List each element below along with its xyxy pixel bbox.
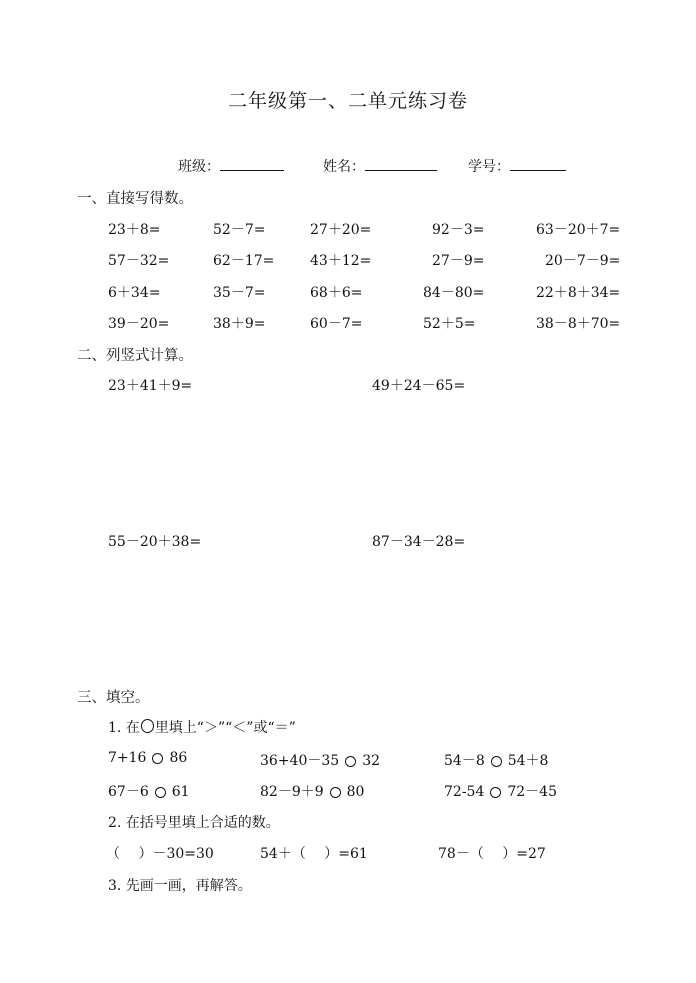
oral-problem: 23＋8=: [108, 222, 161, 238]
id-blank[interactable]: [510, 157, 566, 171]
compare-circle[interactable]: [155, 787, 166, 798]
oral-problem: 27＋20=: [310, 222, 372, 238]
id-label: 学号：: [468, 159, 510, 175]
section2-heading: 二、列竖式计算。: [77, 348, 193, 364]
compare-item: [260, 750, 380, 770]
section1-heading: 一、直接写得数。: [77, 191, 193, 207]
draw-solve-instruction: 3. 先画一画，再解答。: [108, 878, 252, 894]
compare-circle[interactable]: [491, 756, 502, 767]
compare-left: 54－8: [444, 753, 485, 769]
compare-instruction-suffix: 里填上“＞”“＜”或“＝”: [154, 720, 296, 736]
compare-right: 86: [169, 750, 188, 766]
compare-left: 82－9＋9: [260, 784, 324, 800]
compare-right: 80: [346, 784, 365, 800]
page-title: 二年级第一、二单元练习卷: [227, 90, 468, 112]
section3-heading: 三、填空。: [77, 690, 150, 706]
oral-problem: 38－8＋70=: [536, 316, 621, 332]
vertical-problem: 49＋24－65=: [372, 378, 466, 394]
vertical-problem: 23＋41＋9=: [108, 378, 193, 394]
compare-right: 54＋8: [507, 753, 549, 769]
compare-left: 67－6: [108, 784, 149, 800]
oral-problem: 60－7=: [310, 316, 363, 332]
compare-circle[interactable]: [345, 756, 356, 767]
name-field: [323, 156, 437, 176]
oral-problem: 39－20=: [108, 316, 170, 332]
compare-circle[interactable]: [490, 787, 501, 798]
oral-problem: 63－20＋7=: [536, 222, 621, 238]
oral-problem: 27－9=: [432, 253, 485, 269]
compare-left: 36+40－35: [260, 753, 340, 769]
bracket-problem[interactable]: 78－（ ）=27: [438, 846, 546, 862]
oral-problem: 52－7=: [213, 222, 266, 238]
class-blank[interactable]: [220, 157, 284, 171]
oral-problem: 35－7=: [213, 285, 266, 301]
oral-problem: 62－17=: [213, 253, 275, 269]
oral-problem: 52＋5=: [423, 316, 476, 332]
oral-problem: 84－80=: [423, 285, 485, 301]
oral-problem: 43＋12=: [310, 253, 372, 269]
vertical-problem: 87－34－28=: [372, 534, 466, 550]
oral-problem: 68＋6=: [310, 285, 363, 301]
compare-right: 72－45: [507, 784, 557, 800]
compare-item: [444, 750, 548, 770]
circle-icon: [141, 719, 154, 733]
oral-problem: 20－7－9=: [545, 253, 621, 269]
bracket-problem[interactable]: 54＋（ ）=61: [260, 846, 368, 862]
compare-item: [108, 750, 187, 766]
compare-left: 7+16: [108, 750, 147, 766]
oral-problem: 22＋8＋34=: [536, 285, 621, 301]
fill-brackets-instruction: 2. 在括号里填上合适的数。: [108, 815, 280, 831]
oral-problem: 57－32=: [108, 253, 170, 269]
compare-item: [108, 781, 190, 801]
bracket-problem[interactable]: （ ）－30=30: [106, 846, 214, 862]
id-field: [468, 156, 566, 176]
compare-circle[interactable]: [330, 787, 341, 798]
compare-item: [444, 781, 557, 801]
compare-instruction: [108, 717, 296, 737]
compare-left: 72-54: [444, 784, 485, 800]
oral-problem: 92－3=: [432, 222, 485, 238]
oral-problem: 6＋34=: [108, 285, 161, 301]
name-blank[interactable]: [365, 157, 437, 171]
compare-circle[interactable]: [152, 753, 163, 764]
oral-problem: 38＋9=: [213, 316, 266, 332]
compare-item: [260, 781, 364, 801]
compare-instruction-prefix: 1. 在: [108, 720, 140, 736]
class-label: 班级：: [178, 159, 220, 175]
class-field: [178, 156, 284, 176]
name-label: 姓名：: [323, 159, 365, 175]
vertical-problem: 55－20＋38=: [108, 534, 202, 550]
compare-right: 32: [362, 753, 381, 769]
compare-right: 61: [171, 784, 190, 800]
